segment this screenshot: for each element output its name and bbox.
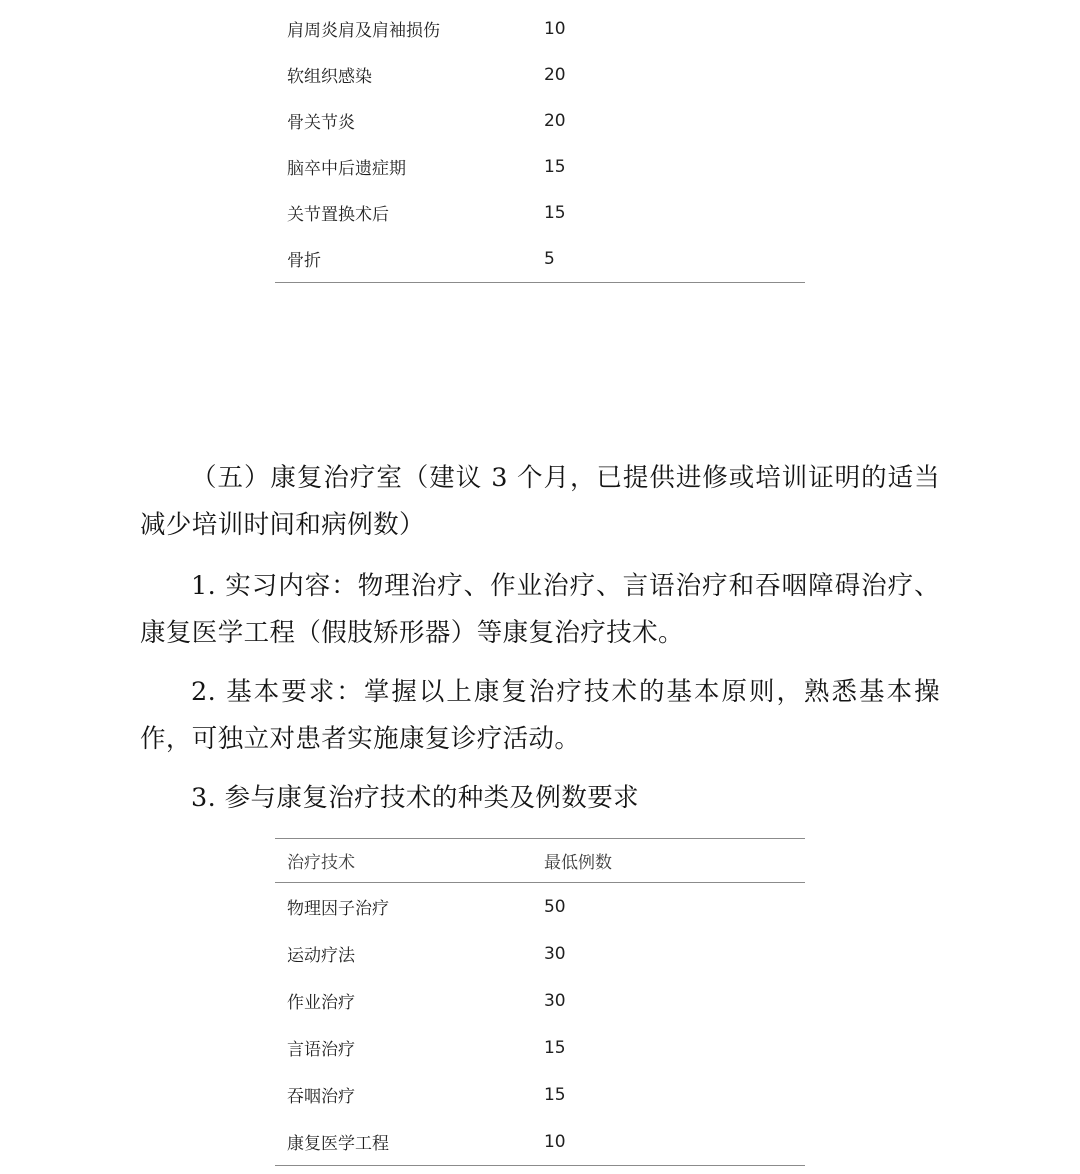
disease-case-count: 5 — [544, 236, 805, 283]
table-row — [275, 977, 805, 1024]
disease-name: 软组织感染 — [287, 67, 372, 87]
disease-name: 骨折 — [275, 236, 544, 283]
disease-case-count: 20 — [543, 64, 566, 85]
disease-case-count: 10 — [543, 18, 566, 39]
table-row — [275, 144, 805, 190]
technique-name: 运动疗法 — [287, 946, 355, 966]
table-header — [275, 839, 805, 883]
paragraph-practice-content: 1. 实习内容：物理治疗、作业治疗、言语治疗和吞咽障碍治疗、康复医学工程（假肢矫形器）等康复治疗技术。 — [140, 571, 940, 648]
section-heading: （五）康复治疗室（建议 3 个月，已提供进修或培训证明的适当减少培训时间和病例数） — [140, 463, 940, 540]
technique-case-count: 15 — [543, 1037, 566, 1058]
table-row — [275, 883, 805, 931]
table-row — [275, 52, 805, 98]
technique-case-count: 10 — [544, 1118, 805, 1166]
disease-name: 肩周炎肩及肩袖损伤 — [287, 21, 440, 41]
column-header-min-cases: 最低例数 — [544, 839, 805, 883]
technique-name: 吞咽治疗 — [287, 1087, 355, 1107]
disease-name: 关节置换术后 — [287, 205, 389, 225]
table-body — [275, 883, 805, 1166]
technique-case-count: 30 — [543, 990, 566, 1011]
disease-case-count: 15 — [543, 156, 566, 177]
table-header-row — [275, 839, 805, 883]
technique-name: 言语治疗 — [287, 1040, 355, 1060]
technique-case-count: 15 — [543, 1084, 566, 1105]
technique-case-count: 30 — [543, 943, 566, 964]
table-row — [275, 6, 805, 52]
disease-case-count: 20 — [543, 110, 566, 131]
table-row — [275, 98, 805, 144]
column-header-technique: 治疗技术 — [275, 839, 544, 883]
disease-case-count: 15 — [543, 202, 566, 223]
table-disease-case-counts — [275, 6, 805, 283]
technique-name: 作业治疗 — [287, 993, 355, 1013]
disease-name: 脑卒中后遗症期 — [287, 159, 406, 179]
table-row — [275, 236, 805, 283]
table-row — [275, 190, 805, 236]
technique-case-count: 50 — [543, 896, 566, 917]
table-row — [275, 1118, 805, 1166]
paragraph-basic-requirements: 2. 基本要求：掌握以上康复治疗技术的基本原则，熟悉基本操作，可独立对患者实施康复诊疗活动。 — [140, 677, 940, 754]
technique-name: 康复医学工程 — [275, 1118, 544, 1166]
paragraph-technique-requirements: 3. 参与康复治疗技术的种类及例数要求 — [191, 783, 640, 813]
table-row — [275, 1071, 805, 1118]
table-body — [275, 6, 805, 283]
technique-name: 物理因子治疗 — [287, 899, 389, 919]
table-row — [275, 1024, 805, 1071]
table-therapy-techniques — [275, 838, 805, 1166]
table-row — [275, 930, 805, 977]
disease-name: 骨关节炎 — [287, 113, 355, 133]
